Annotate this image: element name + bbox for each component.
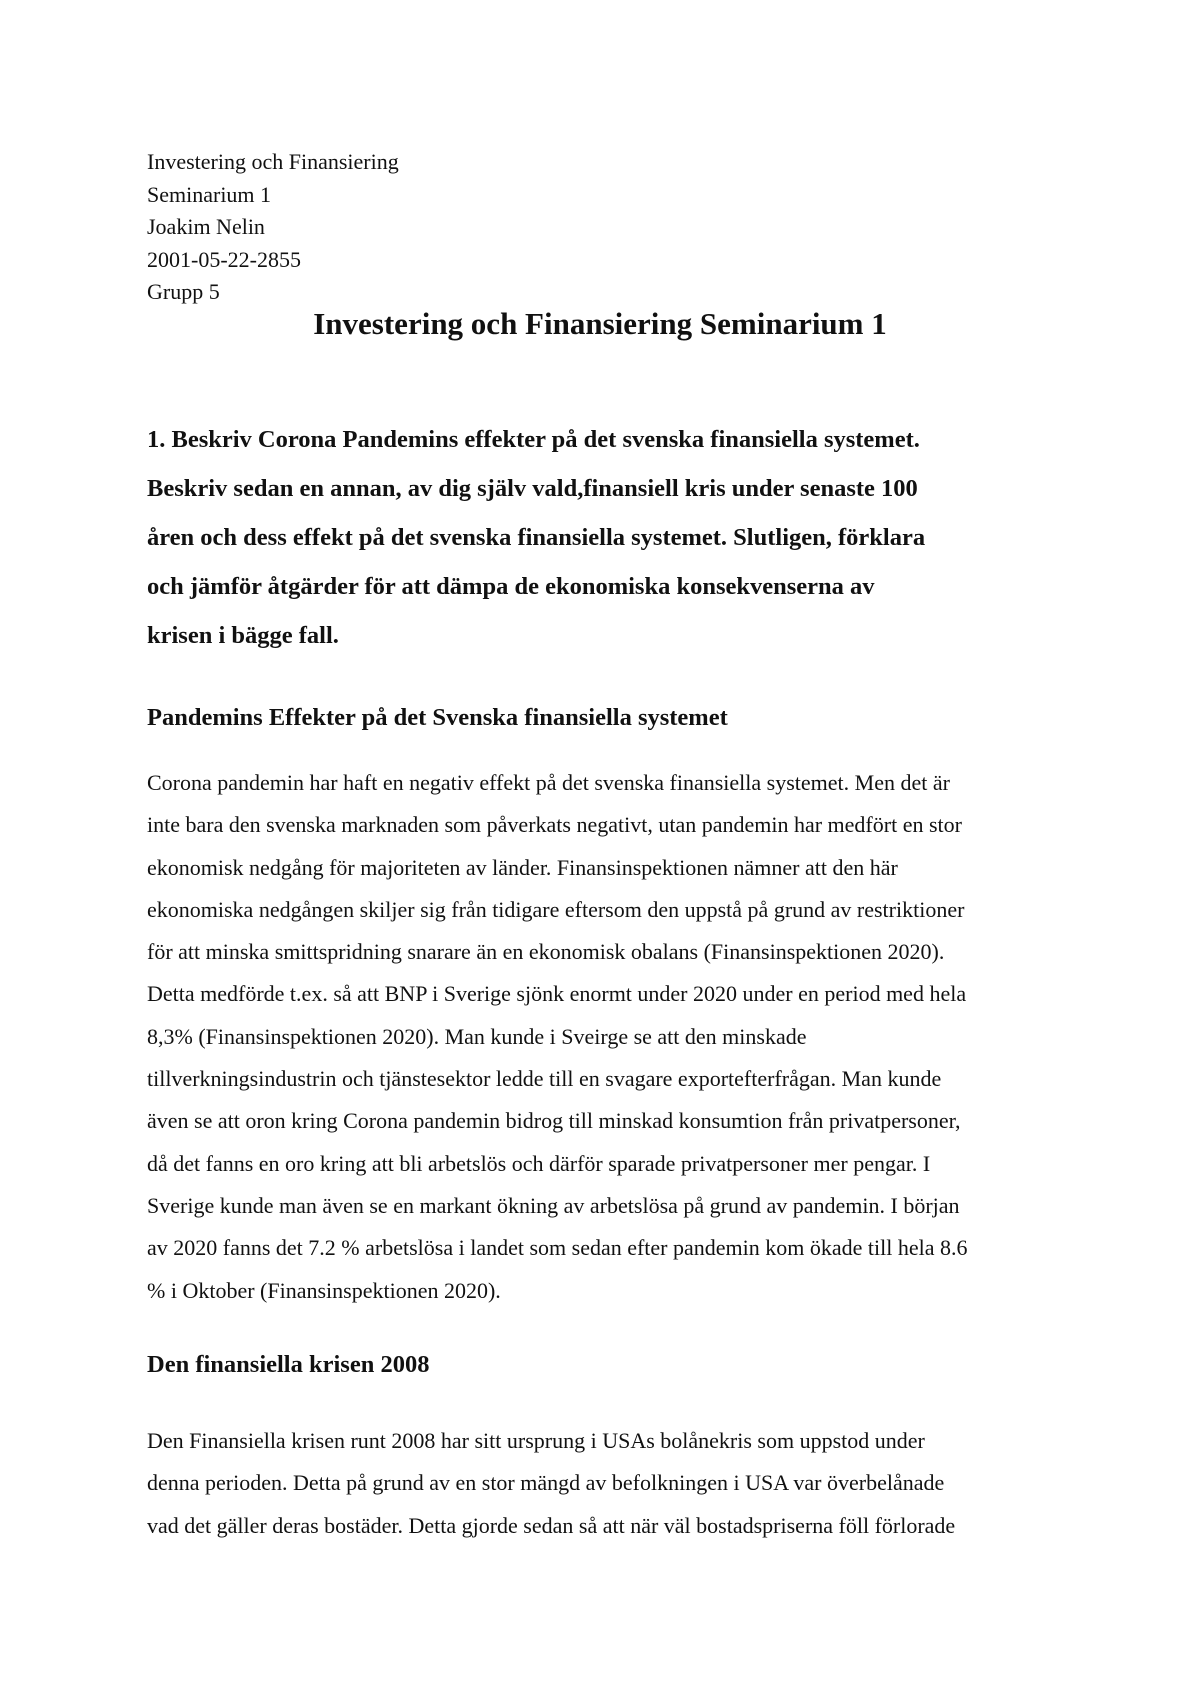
section-paragraph-2008-crisis	[147, 1420, 1077, 1547]
question-line: krisen i bägge fall.	[147, 622, 339, 649]
paragraph-line: Den Finansiella krisen runt 2008 har sitt ursprung i USAs bolånekris som uppstod under	[147, 1428, 925, 1453]
document-header	[147, 146, 399, 309]
document-title: Investering och Finansiering Seminarium 1	[313, 306, 887, 341]
question-line: åren och dess effekt på det svenska finansiella systemet. Slutligen, förklara	[147, 524, 926, 551]
section-paragraph-pandemic	[147, 762, 1077, 1312]
section-heading-2008-crisis: Den finansiella krisen 2008	[147, 1351, 430, 1378]
question-line: 1. Beskriv Corona Pandemins effekter på det svenska finansiella systemet.	[147, 426, 920, 453]
question-line: Beskriv sedan en annan, av dig själv vald,finansiell kris under senaste 100	[147, 475, 918, 502]
paragraph-line: ekonomiska nedgången skiljer sig från tidigare eftersom den uppstå på grund av restriktioner	[147, 896, 965, 922]
paragraph-line: Sverige kunde man även se en markant ökning av arbetslösa på grund av pandemin. I början	[147, 1192, 960, 1218]
paragraph-line: även se att oron kring Corona pandemin bidrog till minskad konsumtion från privatpersoner,	[147, 1108, 961, 1134]
paragraph-line: Detta medförde t.ex. så att BNP i Sverige sjönk enormt under 2020 under en period med hela	[147, 981, 967, 1007]
paragraph-line: för att minska smittspridning snarare än en ekonomisk obalans (Finansinspektionen 2020).	[147, 939, 945, 965]
header-group: Grupp 5	[147, 279, 220, 304]
paragraph-line: Corona pandemin har haft en negativ effekt på det svenska finansiella systemet. Men det är	[147, 770, 950, 795]
header-course: Investering och Finansiering	[147, 149, 399, 174]
question-line: och jämför åtgärder för att dämpa de ekonomiska konsekvenserna av	[147, 573, 875, 600]
header-author: Joakim Nelin	[147, 214, 265, 239]
section-heading-pandemic: Pandemins Effekter på det Svenska finansiella systemet	[147, 704, 728, 731]
paragraph-line: då det fanns en oro kring att bli arbetslös och därför sparade privatpersoner mer pengar. I	[147, 1150, 931, 1176]
question-text	[147, 415, 1067, 660]
paragraph-line: tillverkningsindustrin och tjänstesektor ledde till en svagare exportefterfrågan. Man kunde	[147, 1066, 942, 1092]
paragraph-line: ekonomisk nedgång för majoriteten av länder. Finansinspektionen nämner att den här	[147, 854, 898, 880]
header-seminar: Seminarium 1	[147, 181, 272, 207]
paragraph-line: av 2020 fanns det 7.2 % arbetslösa i landet som sedan efter pandemin kom ökade till hela 8.6	[147, 1235, 968, 1261]
paragraph-line: vad det gäller deras bostäder. Detta gjorde sedan så att när väl bostadspriserna föll förlorade	[147, 1512, 956, 1538]
header-id-number: 2001-05-22-2855	[147, 246, 301, 272]
paragraph-line: inte bara den svenska marknaden som påverkats negativt, utan pandemin har medfört en stor	[147, 812, 962, 838]
paragraph-line: denna perioden. Detta på grund av en stor mängd av befolkningen i USA var överbelånade	[147, 1470, 945, 1496]
paragraph-line: % i Oktober (Finansinspektionen 2020).	[147, 1277, 501, 1303]
paragraph-line: 8,3% (Finansinspektionen 2020). Man kunde i Sveirge se att den minskade	[147, 1023, 807, 1049]
